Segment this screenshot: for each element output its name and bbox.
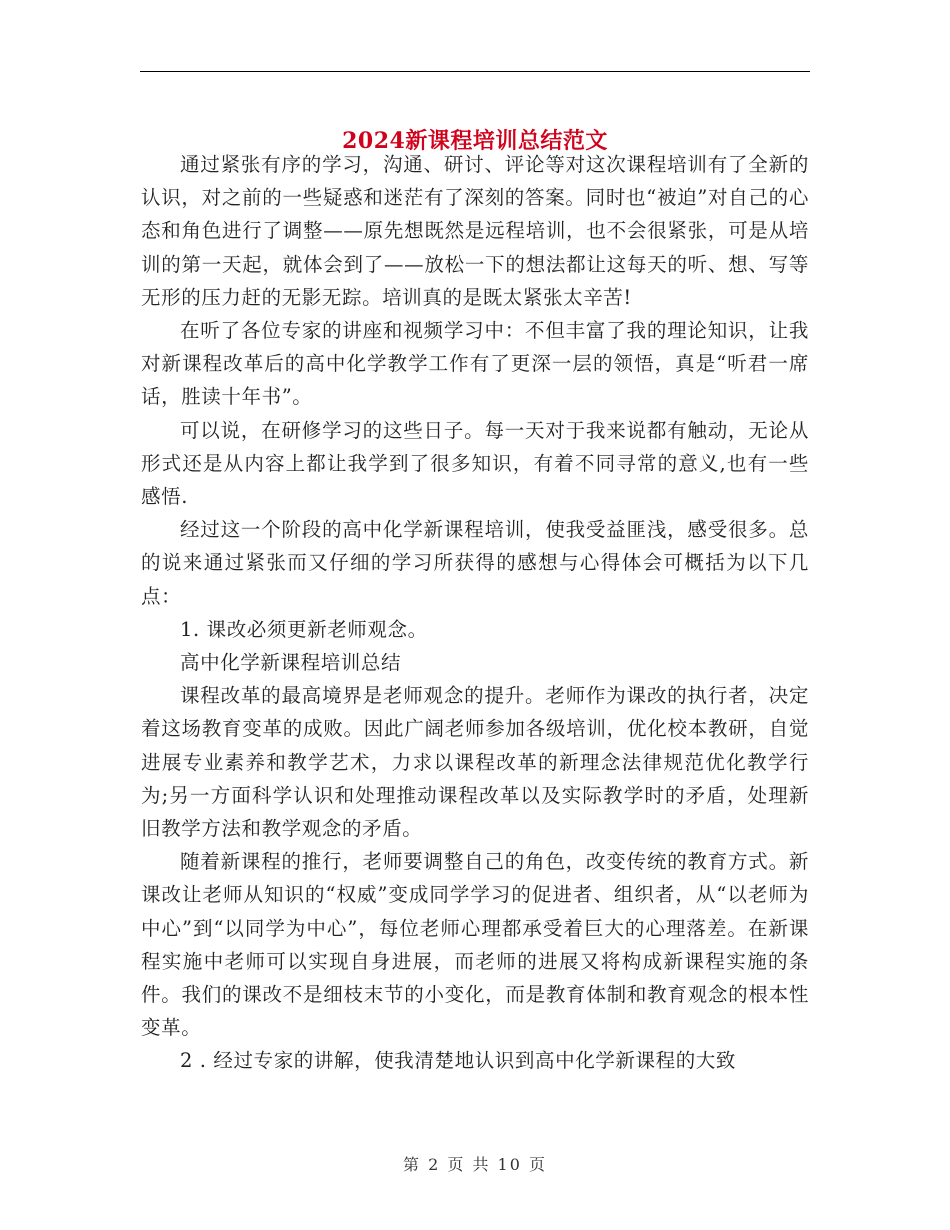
paragraph-5: 课程改革的最高境界是老师观念的提升。老师作为课改的执行者，决定着这场教育变革的成败。因此广阔老师参加各级培训，优化校本教研，自觉进展专业素养和教学艺术，力求以课程改革的新理念法律规范优化教学行为;另一方面科学认识和处理推动课程改革以及实际教学时的矛盾，处理新旧教学方法和教学观念的矛盾。 [141,684,809,841]
paragraph-3: 可以说，在研修学习的这些日子。每一天对于我来说都有触动，无论从形式还是从内容上都让我学到了很多知识，有着不同寻常的意义,也有一些感悟. [141,418,809,509]
list-item-2: 2 . 经过专家的讲解，使我清楚地认识到高中化学新课程的大致 [180,1049,737,1073]
paragraph-4: 经过这一个阶段的高中化学新课程培训，使我受益匪浅，感受很多。总的说来通过紧张而又仔细的学习所获得的感想与心得体会可概括为以下几点： [141,518,809,608]
paragraph-1: 通过紧张有序的学习，沟通、研讨、评论等对这次课程培训有了全新的认识，对之前的一些疑惑和迷茫有了深刻的答案。同时也“被迫”对自己的心态和角色进行了调整——原先想既然是远程培训，也不会很紧张，可是从培训的第一天起，就体会到了——放松一下的想法都让这每天的听、想、写等无形的压力赶的无影无踪。培训真的是既太紧张太辛苦! [141,153,809,309]
header-rule [140,71,810,72]
paragraph-6: 随着新课程的推行，老师要调整自己的角色，改变传统的教育方式。新课改让老师从知识的“权威”变成同学学习的促进者、组织者，从“以老师为中心”到“以同学为中心”，每位老师心理都承受着巨大的心理落差。在新课程实施中老师可以实现自身进展，而老师的进展又将构成新课程实施的条件。我们的课改不是细枝末节的小变化，而是教育体制和教育观念的根本性变革。 [141,850,809,1040]
paragraph-2: 在听了各位专家的讲座和视频学习中：不但丰富了我的理论知识，让我对新课程改革后的高中化学教学工作有了更深一层的领悟，真是“听君一席话，胜读十年书”。 [141,319,809,409]
document-title: 2024新课程培训总结范文 [342,127,608,154]
document-body [141,148,809,1078]
page-number-footer: 第 2 页 共 10 页 [403,1155,547,1174]
list-item-1: 1. 课改必须更新老师观念。 [180,617,428,641]
section-heading: 高中化学新课程培训总结 [180,651,402,675]
